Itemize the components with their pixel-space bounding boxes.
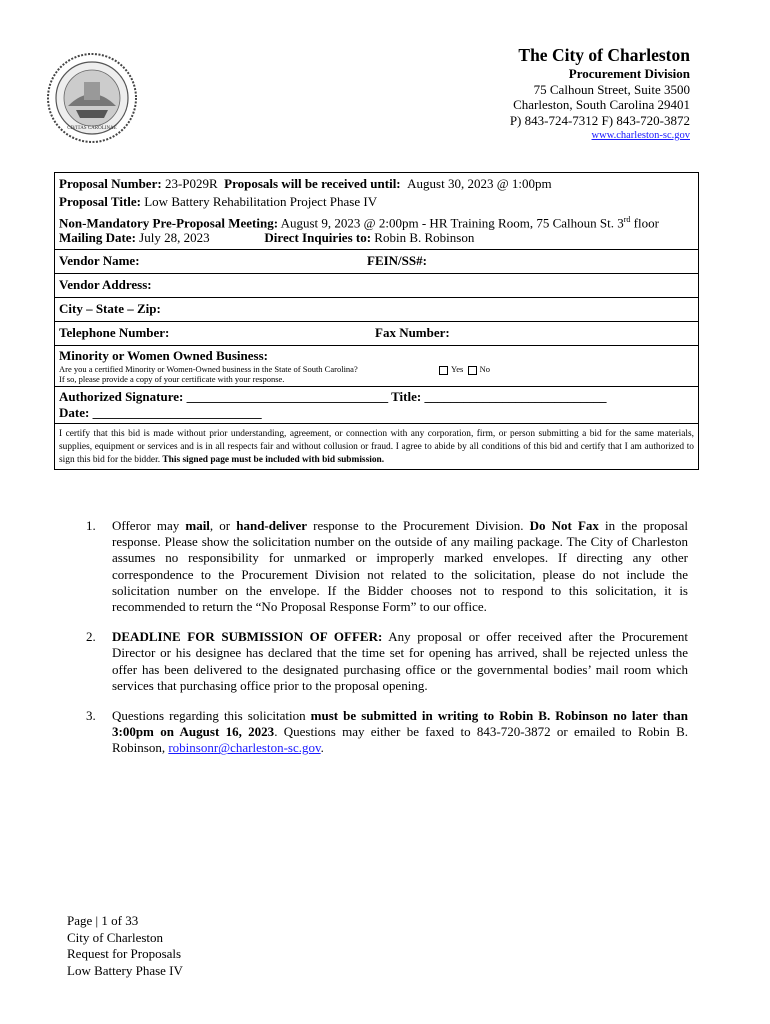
signature-row[interactable] [55,386,698,423]
inquiries-label: Direct Inquiries to: [264,230,372,245]
city-state-zip-label: City – State – Zip: [59,301,161,316]
proposal-number: 23-P029R [164,176,218,191]
item-number: 1. [86,518,96,533]
address-line-1: 75 Calhoun Street, Suite 3500 [533,81,690,97]
certify-bold: This signed page must be included with bid submission. [162,455,385,465]
vendor-name-row[interactable] [55,249,698,273]
meeting-sup: rd [623,215,631,224]
proposal-form [54,172,699,470]
certify-text: I certify that this bid is made without prior understanding, agreement, or connection with any corporation, firm, or person submitting a bid for the same materials, supplies, equipment or services and is in all respects fair and without collusion or fraud. I agree to abide by all conditions of this bid and certify that I am authorized to sign this bid for the bidder. [59,429,694,465]
division-name: Procurement Division [568,66,690,81]
received-value: August 30, 2023 @ 1:00pm [407,176,552,191]
item-text: DEADLINE FOR SUBMISSION OF OFFER: Any proposal or offer received after the Procurement Director or his designee has declared that the time set for opening has arrived, shall be rejected unless the offer has been delivered to the designated purchasing office or the governmental bodies’ mail room which services that purchasing office prior to the proposal opening. [112,629,688,693]
meeting-label: Non-Mandatory Pre-Proposal Meeting: [59,215,279,231]
list-item [86,629,688,694]
city-state-zip-row[interactable] [55,297,698,321]
mailing-date-label: Mailing Date: [59,230,136,245]
website-link[interactable]: www.charleston-sc.gov [591,130,690,141]
email-link[interactable]: robinsonr@charleston-sc.gov [168,740,321,756]
page-number: Page | 1 of 33 [67,913,139,928]
address-line-2: Charleston, South Carolina 29401 [513,97,690,112]
proposal-number-label: Proposal Number: [59,176,162,191]
mwob-label: Minority or Women Owned Business: [59,348,268,363]
inquiries-contact: Robin B. Robinson [374,230,475,245]
date-label: Date: __________________________ [59,405,262,420]
certification-statement [55,423,698,469]
mwob-row [55,345,698,386]
meeting-tail: floor [630,215,659,231]
signature-label: Authorized Signature: _______________________________ Title: ____________________________ [59,389,607,404]
vendor-name-label: Vendor Name: [59,253,140,268]
vendor-address-row[interactable] [55,273,698,297]
mwob-question: Are you a certified Minority or Women-Owned business in the State of South Carolina? [59,364,358,374]
letterhead [510,44,690,144]
list-item [86,708,688,757]
city-seal-logo [46,52,138,144]
list-item [86,518,688,615]
received-label: Proposals will be received until: [224,176,401,191]
mailing-date: July 28, 2023 [139,230,210,245]
telephone-label: Telephone Number: [59,325,170,340]
no-checkbox[interactable] [468,366,477,375]
vendor-address-label: Vendor Address: [59,277,152,292]
no-label: No [479,364,491,374]
item-text: Offeror may mail, or hand-deliver response to the Procurement Division. Do Not Fax in the proposal response. Please show the solicitation number on the outside of any mailing package. The City of Charleston assumes no responsibility for unmarked or improperly marked envelopes. If directing any other correspondence to the Procurement Division not related to the solicitation, please do not include the solicitation number on the envelope. If the Bidder chooses not to respond to this solicitation, it is recommended to return the “No Proposal Response Form” to our office. [112,518,689,615]
item-text: Questions regarding this solicitation must be submitted in writing to Robin B. Robinson no later than 3:00pm on August 16, 2023. Questions may either be faxed to 843-720-3872 or emailed to Robin B. Robinson, robinsonr@charleston-sc.gov. [112,708,688,756]
footer-line-4: Low Battery Phase IV [67,962,183,978]
fax-label: Fax Number: [375,325,450,340]
seal-text: CIVITAS CAROLINAE [67,126,117,131]
fein-label: FEIN/SS#: [367,253,427,268]
meeting-value: August 9, 2023 @ 2:00pm - HR Training Room, 75 Calhoun St. 3 [280,215,624,231]
mwob-note: If so, please provide a copy of your certificate with your response. [59,374,285,384]
footer-line-2: City of Charleston [67,929,164,945]
instructions-list [86,518,688,771]
city-name: The City of Charleston [518,45,690,65]
yes-checkbox[interactable] [439,366,448,375]
item-number: 2. [86,629,96,645]
footer-line-3: Request for Proposals [67,946,182,961]
yes-label: Yes [451,364,464,374]
item-number: 3. [86,708,96,724]
proposal-info-row [55,173,698,249]
page-footer [67,913,183,979]
proposal-title: Low Battery Rehabilitation Project Phase IV [144,194,378,209]
telephone-row[interactable] [55,321,698,345]
proposal-title-label: Proposal Title: [59,194,141,209]
phone-fax: P) 843-724-7312 F) 843-720-3872 [509,112,690,128]
